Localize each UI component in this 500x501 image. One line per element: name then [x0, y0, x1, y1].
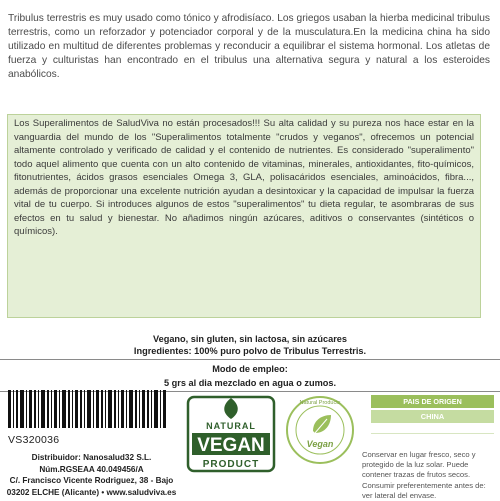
svg-text:NATURAL: NATURAL: [206, 421, 256, 431]
origin-blank-row: [371, 423, 494, 434]
distributor-block: [4, 452, 179, 498]
distributor-label: Distribuidor:: [31, 453, 81, 462]
origin-value: CHINA: [371, 410, 494, 423]
superfood-panel: [7, 114, 481, 318]
distributor-address: C/. Francisco Vicente Rodriguez, 38 - Bajo: [9, 476, 174, 485]
conservation-text: Conservar en lugar fresco, seco y protegido de la luz solar. Puede contener trazas de frutos secos. Consumir preferentemente antes de: ver lateral del envase.: [362, 450, 486, 500]
barcode-number: VS320036: [8, 434, 60, 446]
svg-text:PRODUCT: PRODUCT: [202, 459, 260, 470]
superfood-paragraph: Los Superalimentos de SaludViva no están procesados!!! Su alta calidad y su pureza nos hace estar en la vanguardia del mundo de los "Superalimentos totalmente "crudos y veganos", ofrecemos un potencial altamente controlado y verificado de calidad y el contenido de nutrientes. Es considerado "superalimento" todo aquel alimento que cuenta con un alto contenido de vitaminas, minerales, antioxidantes, fito-químicos, fitonutrientes, ácidos grasos esenciales Omega 3, GLA, polisacáridos esenciales, aminoácidos, fibra..., además de proporcionar una excelente nutrición ayudan a desintoxicar y la capacidad de impulsar la fuerza vital de tu cuerpo. Si introduces algunos de estos "superalimentos" tu dieta regular, te asombraras de sus efectos en tu salud y bienestar. No añadimos ningún azúcares, aditivos o conservantes (sintéticos o químicos).: [14, 118, 474, 237]
distributor-name: Nanosalud32 S.L.: [83, 453, 152, 462]
diet-line: Vegano, sin gluten, sin lactosa, sin azúcares: [152, 334, 348, 344]
svg-text:Natural Products: Natural Products: [299, 400, 341, 406]
ingredients-line: [0, 346, 500, 356]
svg-text:Vegan: Vegan: [306, 439, 334, 449]
ingredients-value: 100% puro polvo de Tribulus Terrestris.: [194, 346, 367, 356]
barcode-icon: [8, 390, 168, 428]
intro-paragraph: Tribulus terrestris es muy usado como tónico y afrodisíaco. Los griegos usaban la hierba medicinal tribulus terrestris, como un reforzador y potenciador corporal y de la musculatura.En la medicina china ha sido utilizado en multitud de diferentes problemas y reconducir a equilibrar el sistema hormonal. Los atletas de fuerza y culturistas han encontrado en el tribulus una alternativa segura y natural a los esteroides anabólicos.: [8, 13, 490, 80]
vegan-leaf-badge-icon: [186, 395, 276, 473]
distributor-line: [4, 452, 179, 464]
ingredients-label: Ingredientes:: [133, 346, 192, 356]
usage-label: Modo de empleo:: [212, 364, 288, 374]
vegan-seal-icon: [285, 395, 355, 465]
divider-top: [0, 359, 500, 360]
distributor-city-web: 03202 ELCHE (Alicante) • www.saludviva.es: [6, 487, 177, 497]
usage-value: 5 grs al dia mezclado en agua o zumos.: [163, 378, 337, 388]
origin-table: [371, 395, 494, 434]
svg-text:VEGAN: VEGAN: [197, 435, 265, 456]
distributor-registry: Núm.RGSEAA 40.049456/A: [39, 464, 144, 474]
barcode-block: [8, 390, 168, 446]
origin-label: PAIS DE ORIGEN: [371, 395, 494, 408]
